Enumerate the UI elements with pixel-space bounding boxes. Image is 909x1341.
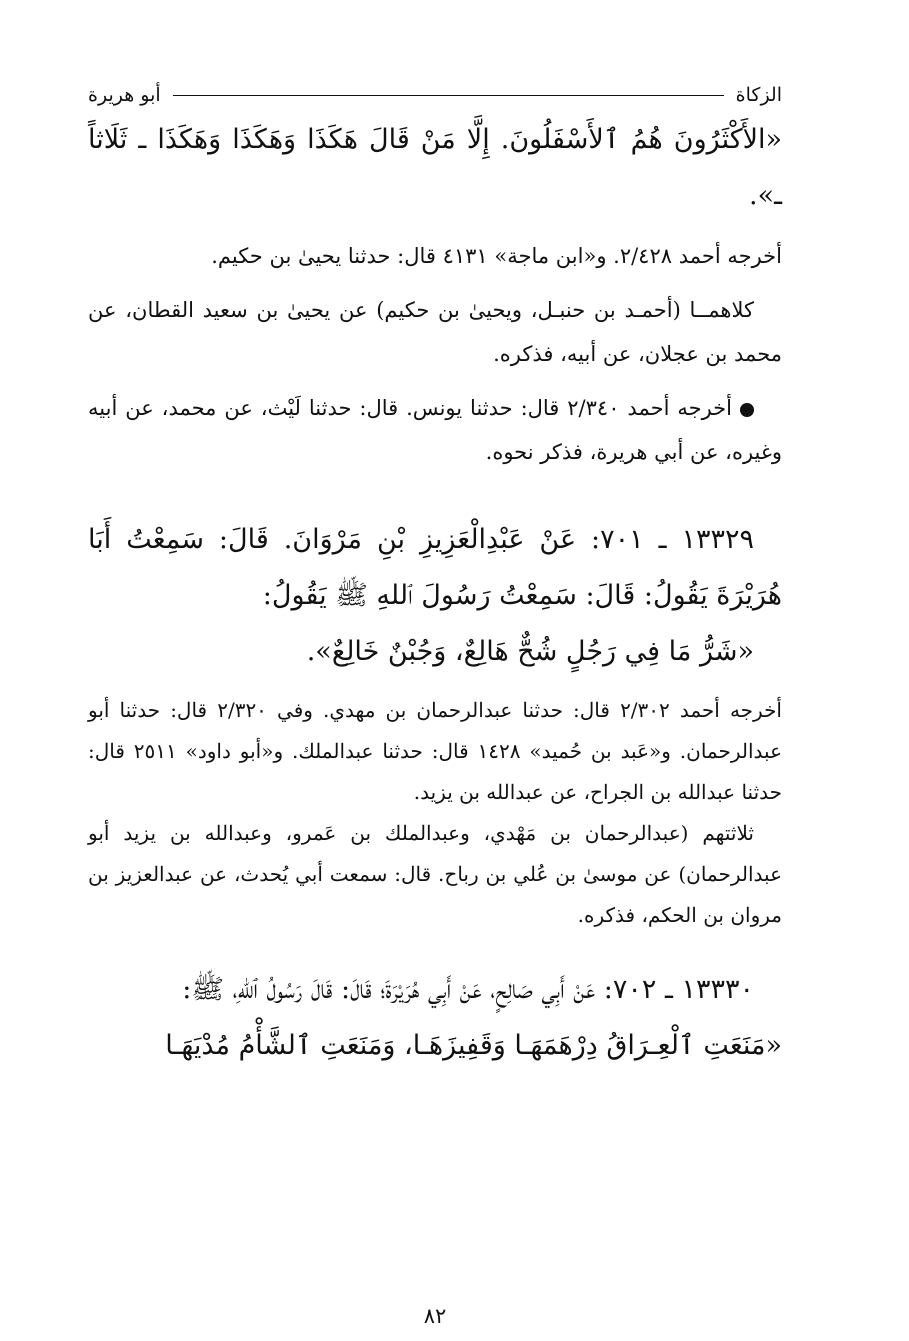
- hadith-matn: «شَرُّ مَا فِي رَجُلٍ شُحٌّ هَالِعٌ، وَجُبْنٌ خَالِعٌ».: [306, 636, 754, 667]
- hadith-matn: «مَنَعَتِ ٱلْعِـرَاقُ دِرْهَمَهَـا وَقَفِيزَهَـا، وَمَنَعَتِ ٱلشَّأْمُ مُدْيَهَـا: [165, 1030, 782, 1061]
- header-chapter-title: الزكاة: [735, 84, 782, 106]
- takhrij-note: كلاهمــا (أحمـد بن حنبـل، ويحيىٰ بن حكيم) عن يحيىٰ بن سعيد القطان، عن محمد بن عجلان، عن أبيه، فذكره.: [88, 298, 782, 366]
- header-section-title: أبو هريرة: [88, 84, 161, 106]
- book-page: [88, 78, 782, 1328]
- header-rule: [173, 95, 724, 96]
- takhrij-note-text: أخرجه أحمد ٢/٣٤٠ قال: حدثنا يونس. قال: حدثنا لَيْث، عن محمد، عن أبيه وغيره، عن أبي هريرة، فذكر نحوه.: [88, 396, 782, 464]
- takhrij-note: ثلاثتهم (عبدالرحمان بن مَهْدي، وعبدالملك بن عَمرو، وعبدالله بن يزيد أبو عبدالرحمان) عن موسىٰ بن عُلي بن رباح. قال: سمعت أبي يُحدث، عن عبدالعزيز بن مروان بن الحكم، فذكره.: [88, 821, 782, 927]
- takhrij-note: أخرجه أحمد ٢/٣٠٢ قال: حدثنا عبدالرحمان بن مهدي. وفي ٢/٣٢٠ قال: حدثنا أبو عبدالرحمان. و«عَبد بن حُميد» ١٤٢٨ قال: حدثنا عبدالملك. و«أبو داود» ٢٥١١ قال: حدثنا عبدالله بن الجراح، عن عبدالله بن يزيد.: [88, 698, 782, 804]
- takhrij-note-bullet: [88, 386, 782, 474]
- hadith-isnad: ١٣٣٢٩ ـ ٧٠١: عَنْ عَبْدِالْعَزِيزِ بْنِ مَرْوَانَ. قَالَ: سَمِعْتُ أَبَا هُرَيْرَةَ يَقُولُ: قَالَ: سَمِعْتُ رَسُولَ ٱللهِ ﷺ يَقُولُ:: [88, 524, 782, 611]
- running-header: [88, 78, 782, 112]
- hadith-isnad: ١٣٣٣٠ ـ ٧٠٢: عَنْ أَبِي صَالِحٍ، عَنْ أَبِي هُرَيْرَةَ؛ قَالَ: قَالَ رَسُولُ ٱللهِ، ﷺ:: [182, 974, 754, 1005]
- page-number: ٨٢: [423, 1304, 447, 1328]
- takhrij-note: أخرجه أحمد ٢/٤٢٨. و«ابن ماجة» ٤١٣١ قال: حدثنا يحيىٰ بن حكيم.: [211, 244, 782, 268]
- bullet-icon: [740, 403, 754, 417]
- hadith-text-continuation: «الأَكْثَرُونَ هُمُ ٱلأَسْفَلُونَ. إِلَّا مَنْ قَالَ هَكَذَا وَهَكَذَا وَهَكَذَا ـ ثَلَاثاً ـ».: [88, 124, 782, 211]
